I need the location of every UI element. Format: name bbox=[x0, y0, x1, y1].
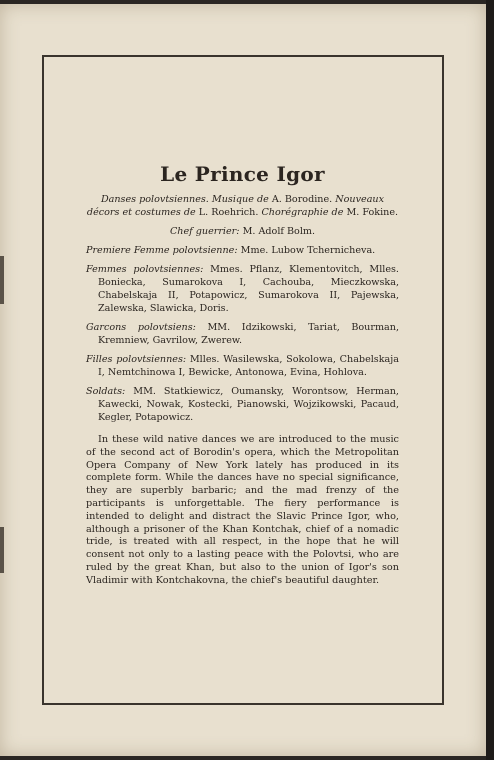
role-value: Mmes. Pflanz, Klementovitch, Mlles. Boniecka, Sumarokova I, Cachouba, Mieczkowska, Chabelskaja II, Potapowicz, Sumarokova II, Pajewska, Zalewska, Slawicka, Doris. bbox=[98, 264, 399, 314]
role-garcons bbox=[86, 321, 399, 347]
credits-music-label: Musique de bbox=[211, 194, 269, 205]
role-label: Chef guerrier: bbox=[169, 226, 240, 237]
role-filles bbox=[86, 353, 399, 379]
role-value: Mme. Lubow Tchernicheva. bbox=[240, 245, 376, 256]
credits-decor: L. Roehrich. bbox=[198, 207, 259, 218]
binding-mark-lower bbox=[0, 527, 4, 573]
role-premiere-femme bbox=[86, 244, 399, 257]
role-label: Filles polovtsiennes: bbox=[86, 354, 187, 365]
role-label: Soldats: bbox=[86, 386, 126, 397]
role-femmes bbox=[86, 263, 399, 315]
role-label: Femmes polovtsiennes: bbox=[86, 264, 204, 275]
role-value: MM. Idzikowski, Tariat, Bourman, Kremniew, Gavrilow, Zwerew. bbox=[98, 322, 399, 346]
credits-block bbox=[86, 193, 399, 219]
credits-decor-label: décors et costumes de bbox=[86, 207, 196, 218]
credits-dances: Danses polovtsiennes. bbox=[100, 194, 209, 205]
program-content bbox=[86, 161, 399, 594]
role-label: Garcons polovtsiens: bbox=[86, 322, 196, 333]
binding-mark-upper bbox=[0, 256, 4, 304]
credits-nouveaux: Nouveaux bbox=[335, 194, 385, 205]
credits-music: A. Borodine. bbox=[271, 194, 333, 205]
ballet-title: Le Prince Igor bbox=[160, 162, 325, 186]
role-value: M. Adolf Bolm. bbox=[242, 226, 316, 237]
program-page bbox=[0, 4, 486, 756]
credits-choreo: M. Fokine. bbox=[346, 207, 399, 218]
credits-choreo-label: Chorégraphie de bbox=[261, 207, 344, 218]
role-soldats bbox=[86, 385, 399, 424]
role-chef-guerrier bbox=[86, 225, 399, 238]
role-value: MM. Statkiewicz, Oumansky, Worontsow, Herman, Kawecki, Nowak, Kostecki, Pianowski, Wojzikowski, Pacaud, Kegler, Potapowicz. bbox=[98, 386, 399, 423]
role-label: Premiere Femme polovtsienne: bbox=[86, 245, 238, 256]
role-value: Mlles. Wasilewska, Sokolowa, Chabelskaja I, Nemtchinowa I, Bewicke, Antonowa, Evina, Hohlova. bbox=[98, 354, 399, 378]
description-paragraph: In these wild native dances we are introduced to the music of the second act of Borodin's opera, which the Metropolitan Opera Company of New York lately has produced in its complete form. While the dances have no special significance, they are superbly barbaric; and the mad frenzy of the participants is unforgettable. The fiery performance is intended to delight and distract the Slavic Prince Igor, who, although a prisoner of the Khan Kontchak, chief of a nomadic tride, is treated with all respect, in the hope that he will consent not only to a lasting peace with the Polovtsi, who are ruled by the great Khan, but also to the union of Igor's son Vladimir with Kontchakovna, the chief's beautiful daughter. bbox=[86, 434, 399, 586]
